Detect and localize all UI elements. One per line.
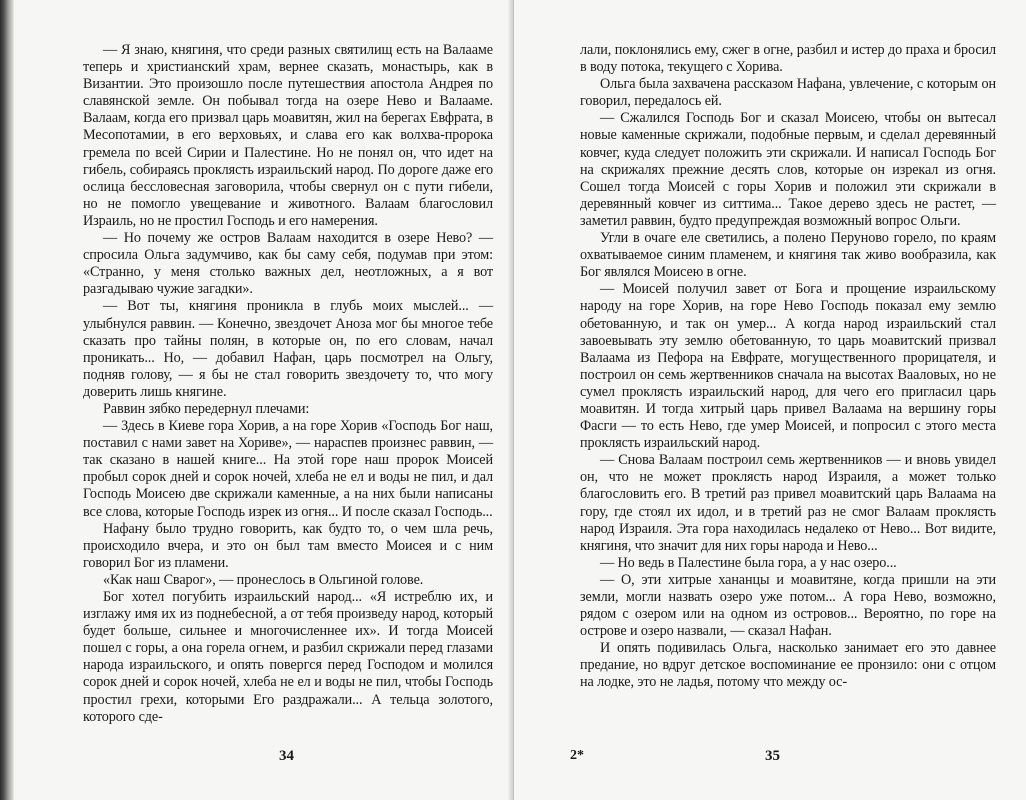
paragraph: — Но почему же остров Валаам находится в озере Нево? — спросила Ольга задумчиво, как бы саму себя, подумав при этом: «Странно, у меня столько важных дел, неотложных, а я вот разгадываю чужие загадки». — [83, 230, 493, 298]
paragraph: Ольга была захвачена рассказом Нафана, увлечение, с которым он говорил, передалось ей. — [580, 76, 996, 110]
page-number: 35 — [765, 748, 780, 764]
paragraph: Нафану было трудно говорить, как будто то, о чем шла речь, происходило вчера, и это он был там вместо Моисея и с ним говорил Бог из пламени. — [83, 520, 493, 571]
paragraph: — Я знаю, княгиня, что среди разных святилищ есть на Валааме теперь и христианский храм, вернее сказать, монастырь, как в Византии. Это произошло после путешествия апостола Андрея по славянской земле. Он побывал тогда на озере Нево и Валааме. Валаам, когда его призвал царь моавитян, жил на берегах Евфрата, в Месопотамии, в его верховьях, и слава его как волхва-пророка гремела по всей Сирии и Палестине. Но не понял он, что идет на гибель, собираясь проклясть израильский народ. По дороге даже его ослица бессловесная заговорила, чтобы свернул он с пути гибели, но не помогло увещевание и животного. Валаам благословил Израиль, но не простил Господь и его намерения. — [83, 42, 493, 229]
paragraph: Угли в очаге еле светились, а полено Перуново горело, по краям охватываемое синим пламенем, и княгиня так живо вообразила, как Бог являлся Моисею в огне. — [580, 230, 996, 281]
paragraph: лали, поклонялись ему, сжег в огне, разбил и истер до праха и бросил в воду потока, текущего с Хорива. — [580, 42, 996, 76]
left-page — [0, 0, 512, 800]
right-page-text — [580, 42, 996, 692]
paragraph: Бог хотел погубить израильский народ... «Я истреблю их, и изглажу имя их из поднебесной, а от тебя произведу народ, который будет больше, сильнее и многочисленнее их». И тогда Моисей пошел с горы, а она горела огнем, и разбил скрижали перед глазами народа израильского, и опять повергся перед Господом и молился сорок дней и сорок ночей, хлеба не ел и воды не пил, чтобы Господь простил грехи, которыми Его раздражали... А тельца золотого, которого сде- — [83, 589, 493, 725]
signature-mark: 2* — [570, 748, 584, 763]
paragraph: — Вот ты, княгиня проникла в глубь моих мыслей... — улыбнулся раввин. — Конечно, звездочет Аноза мог бы многое тебе сказать про тайны полян, в которые он, по его словам, начал проникать... Но, — добавил Нафан, царь посмотрел на Ольгу, подняв голову, — я бы не стал говорить звездочету то, что могу доверить лишь княгине. — [83, 298, 493, 400]
page-edge-shadow — [0, 0, 14, 800]
paragraph: «Как наш Сварог», — пронеслось в Ольгиной голове. — [103, 571, 424, 588]
paragraph: — О, эти хитрые хананцы и моавитяне, когда пришли на эти земли, могли назвать озеро уже потом... А гора Нево, возможно, рядом с озером или на одном из островов... Вероятно, по горе на острове и озеро назвали, — сказал Нафан. — [580, 571, 996, 640]
paragraph: — Снова Валаам построил семь жертвенников — и вновь увидел он, что не может проклясть народ Израиля, а может только благословить его. В третий раз привел моавитский царь Валаама на гору, где стоял их идол, и в третий раз не смог Валаам проклясть народ Израиля. Эта гора находилась недалеко от Нево... Вот видите, княгиня, что значит для них горы народа и Нево... — [580, 452, 996, 554]
page-number: 34 — [279, 748, 294, 764]
paragraph: — Но ведь в Палестине была гора, а у нас озеро... — [600, 554, 897, 571]
paragraph: — Моисей получил завет от Бога и прощение израильскому народу на горе Хорив, на горе Нево Господь показал ему землю обетованную, и так он умер... А когда народ израильский стал завоевывать эту землю обетованную, то царь моавитский призвал Валаама из Пефора на Евфрате, могущественного прорицателя, и построил он семь жертвенников сначала на высотах Вааловых, но не сумел проклясть израильский народ, для чего его пригласил царь моавитян. И тогда хитрый царь привел Валаама на вершину горы Фасги — то есть Нево, где умер Моисей, и попросил с этого места проклясть израильский народ. — [580, 281, 996, 452]
paragraph: — Сжалился Господь Бог и сказал Моисею, чтобы он вытесал новые каменные скрижали, подобные первым, и сделал деревянный ковчег, куда следует положить эти скрижали. И написал Господь Бог на скрижалях прежние десять слов, которые он изрекал из огня. Сошел тогда Моисей с горы Хорив и положил эти скрижали в деревянный ковчег из ситтима... Такое дерево здесь не растет, — заметил раввин, будто предупреждая возможный вопрос Ольги. — [580, 110, 996, 229]
right-page — [514, 0, 1026, 800]
paragraph: И опять подивилась Ольга, насколько занимает его это давнее предание, но вдруг детское воспоминание ее пронзило: они с отцом на лодке, это не ладья, потому что между ос- — [580, 640, 996, 691]
left-page-text — [83, 42, 493, 726]
paragraph: — Здесь в Киеве гора Хорив, а на горе Хорив «Господь Бог наш, поставил с нами завет на Хориве», — нараспев произнес раввин, — так сказано в нашей книге... На этой горе наш пророк Моисей пробыл сорок дней и сорок ночей, хлеба не ел и воды не пил, и дал Господь Моисею две скрижали каменные, а на них были написаны все слова, которые Господь изрек из огня... И после сказал Господь... — [83, 418, 493, 520]
paragraph: Раввин зябко передернул плечами: — [103, 400, 310, 417]
